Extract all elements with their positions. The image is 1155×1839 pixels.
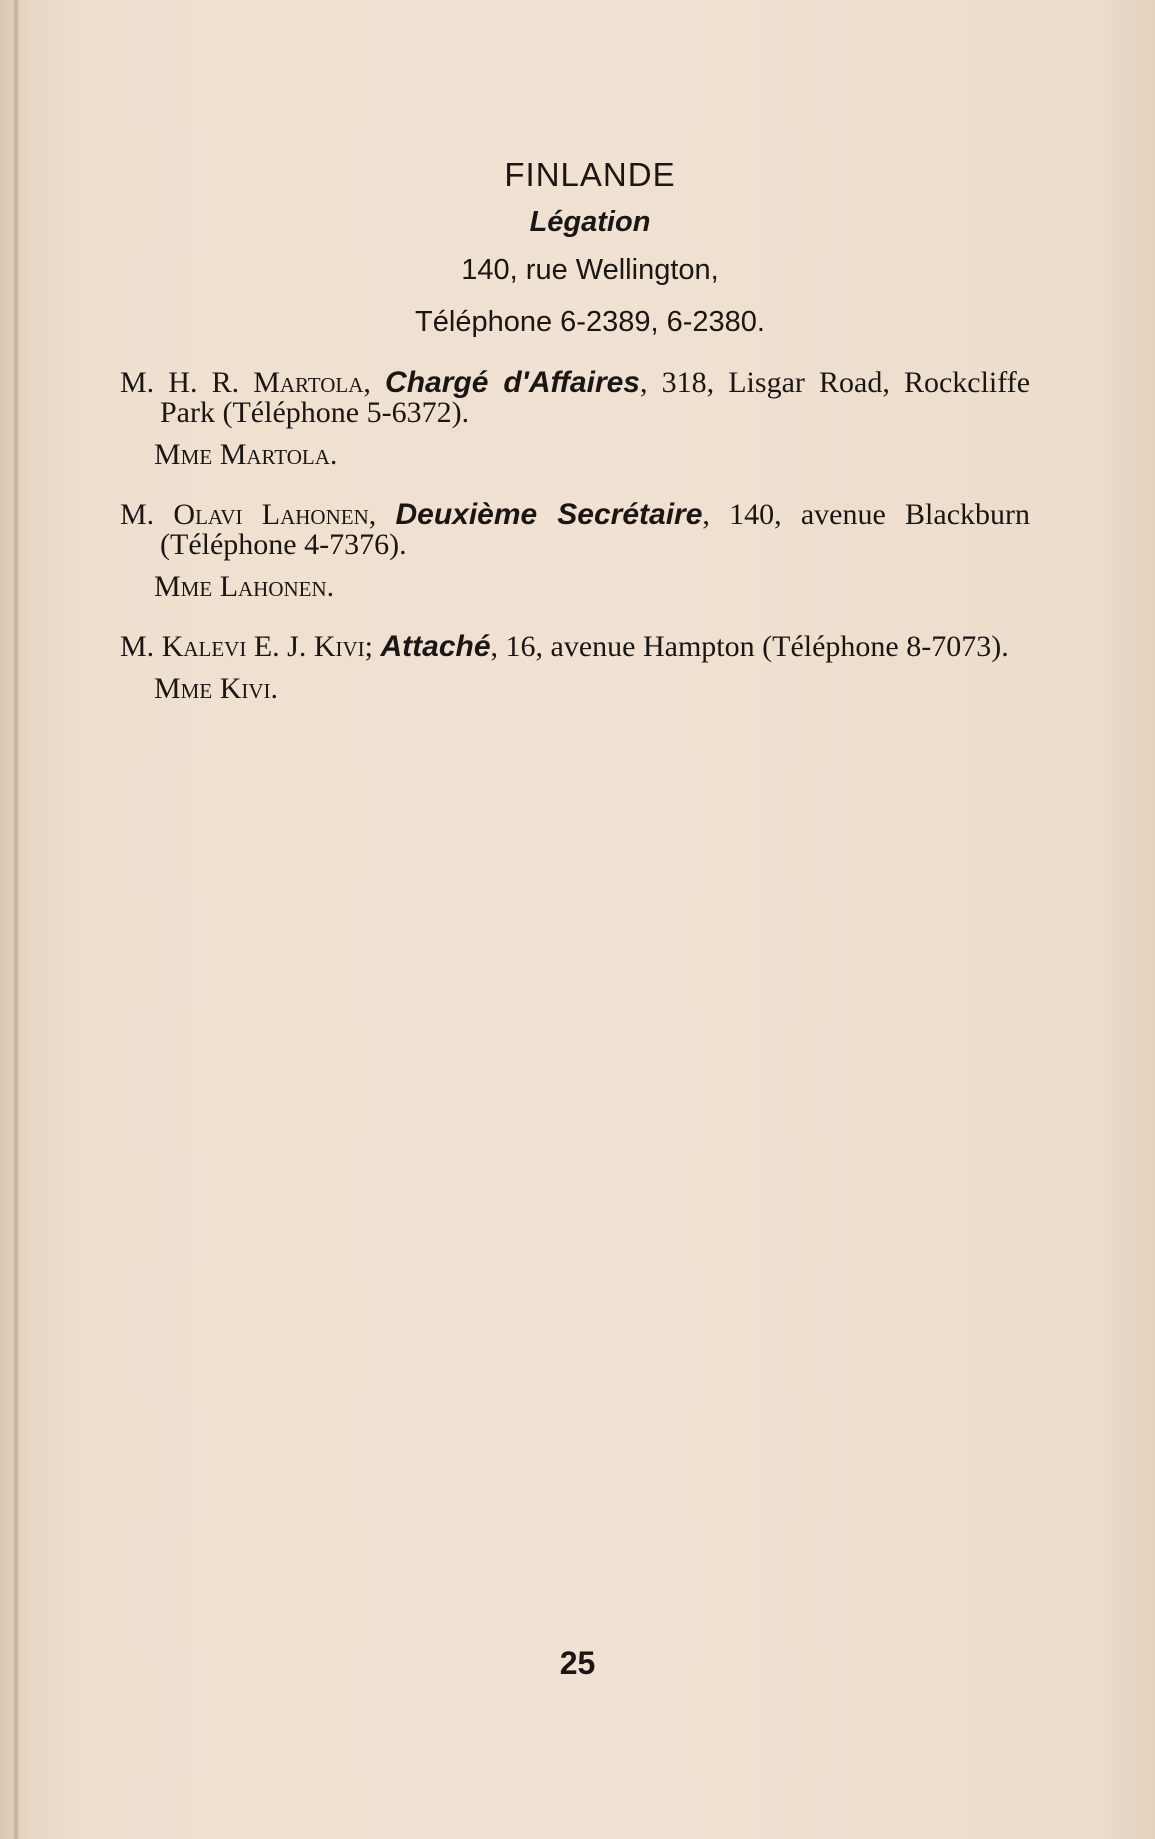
staff-role: Deuxième Secrétaire (395, 498, 703, 531)
staff-address-line2: (Téléphone 8-7073). (762, 630, 1009, 663)
spouse-prefix: Mme (154, 570, 213, 603)
spouse-name: Martola. (219, 438, 338, 471)
staff-address-line1: , 318, Lisgar Road, (640, 366, 890, 399)
staff-entry (120, 500, 1030, 602)
spouse-prefix: Mme (154, 672, 213, 705)
staff-entry-text: M. H. R. Martola, Chargé d'Affaires, 318, Lisgar Road, Rockcliffe Park (Téléphone 5-6372). (120, 366, 1031, 429)
mission-address: 140, rue Wellington, (461, 254, 719, 286)
spouse-prefix: Mme (154, 438, 213, 471)
staff-entry-text: M. Kalevi E. J. Kivi; Attaché, 16, avenue Hampton (Téléphone 8-7073). (120, 630, 1009, 663)
mission-phones: Téléphone 6-2389, 6-2380. (415, 306, 765, 338)
spouse-entry (120, 572, 1030, 602)
staff-entry-text: M. Olavi Lahonen, Deuxième Secrétaire, 140, avenue Blackburn (Téléphone 4-7376). (120, 498, 1031, 561)
staff-title: M. (120, 630, 155, 663)
page-number: 25 (559, 1645, 596, 1681)
page-binding-edge (14, 0, 18, 1839)
spouse-name: Kivi. (219, 672, 279, 705)
staff-entry (120, 368, 1030, 470)
staff-title: M. H. R. (120, 366, 240, 399)
spouse-entry (120, 674, 1030, 704)
staff-title: M. (120, 498, 155, 531)
staff-name: Martola (253, 366, 364, 399)
staff-address-line1: , 140, avenue (702, 498, 886, 531)
staff-address-line1: , 16, avenue Hampton (490, 630, 755, 663)
staff-name: Olavi Lahonen (173, 498, 369, 531)
country-heading: FINLANDE (504, 156, 676, 193)
staff-name: Kalevi E. J. Kivi (161, 630, 365, 663)
staff-address-line2: Rockcliffe Park (Téléphone 5-6372). (160, 366, 1031, 429)
staff-role: Chargé d'Affaires (385, 366, 640, 399)
staff-address-line2: Blackburn (Téléphone 4-7376). (160, 498, 1031, 561)
mission-type: Légation (529, 206, 651, 238)
staff-entry (120, 632, 1030, 704)
spouse-entry (120, 440, 1030, 470)
staff-role: Attaché (380, 630, 491, 663)
spouse-name: Lahonen. (219, 570, 335, 603)
document-content (120, 150, 1030, 734)
